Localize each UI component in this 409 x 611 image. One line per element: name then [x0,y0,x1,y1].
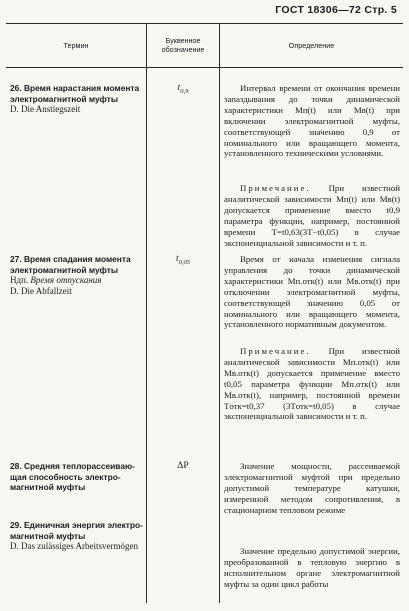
symbol-main: t [175,254,179,264]
symbol-main: t [177,83,181,93]
note-26 [224,183,400,248]
term-28 [10,461,144,493]
definition-26: Интервал времени от окончания времени запаздывания до точки динамической характеристики Mп(t) или Mв(t) при включении электромагнитной муфты, соответствующей значению 0,9 от номинального или вращающего момента, установленного техническими условиями. [224,83,400,159]
table-header-rule [6,67,403,68]
definition-28: Значение мощности, рассеиваемой электромагнитной муфтой при предельно допустимой температуре катушки, измеренной методом сопротивления, в стационарном тепловом режиме [224,461,400,515]
term-26 [10,83,144,115]
column-header-term: Термин [63,40,89,50]
term-german: D. Die Anstiegszeit [10,104,81,114]
symbol-sub: 0,9 [180,87,189,95]
symbol-sub: 0,05 [178,258,190,266]
term-title: 29. Единичная энергия электромагнитной муфты [10,520,143,541]
term-title: 27. Время спадания момента электромагнитной муфты [10,254,131,275]
definition-29: Значение предельно допустимой энергии, преобразованной в тепловую энергию в исполнительном органе электромагнитной муфты за один цикл работы [224,546,400,589]
definition-27: Время от начала изменения сигнала управления до точки динамической характеристики Mп.отк(t) или Mв.отк(t) при отключении электромагнитной муфты, соответствующей значению 0,05 от номинального или вращающего момента, установленного нормативным документом. [224,254,400,330]
deprecated-term: Время отпускания [30,275,102,285]
symbol-28 [147,461,219,471]
term-german: D. Das zulässiges Arbeitsvermögen [10,541,138,551]
column-header-symbol: Буквенное обозначение [161,36,205,54]
note-heading: Примечание. [240,346,311,356]
note-heading: Примечание. [240,183,311,193]
column-header-definition: Определение [288,40,335,50]
term-german: D. Die Abfallzeit [10,285,72,296]
page-header: ГОСТ 18306—72 Стр. 5 [275,4,397,16]
term-27 [10,254,144,296]
term-title: 26. Время нарастания момента электромагнитной муфты [10,83,140,104]
term-29 [10,520,144,552]
column-divider-term [146,23,147,603]
column-divider-symbol [219,23,220,603]
note-text: При известной аналитической зависимости Mп(t) или Mв(t) допускается применение вместо t0,9 параметра функции, например, постоянной времени T=t0,63(3T−t0,05) в случае экспоненциальной зависимости и т. п. [224,183,400,248]
note-text: При известной аналитической зависимости Mп.отк(t) или Mв.отк(t) допускается применение вместо t0,05 параметра функции Mп.отк(t) или Mв.отк(t), например, постоянной времени Tотк=t0,37 (3Tотк=t0,05) в случае экспоненциальной зависимости и т. п. [224,346,400,422]
symbol-main: ΔP [177,461,189,471]
term-deprecated [10,275,144,286]
deprecated-label: Ндп. [10,275,29,285]
symbol-27 [147,254,219,266]
note-27 [224,346,400,422]
symbol-26 [147,83,219,95]
term-title: 28. Средняя теплорассеивающая способность электромагнитной муфты [10,461,135,492]
